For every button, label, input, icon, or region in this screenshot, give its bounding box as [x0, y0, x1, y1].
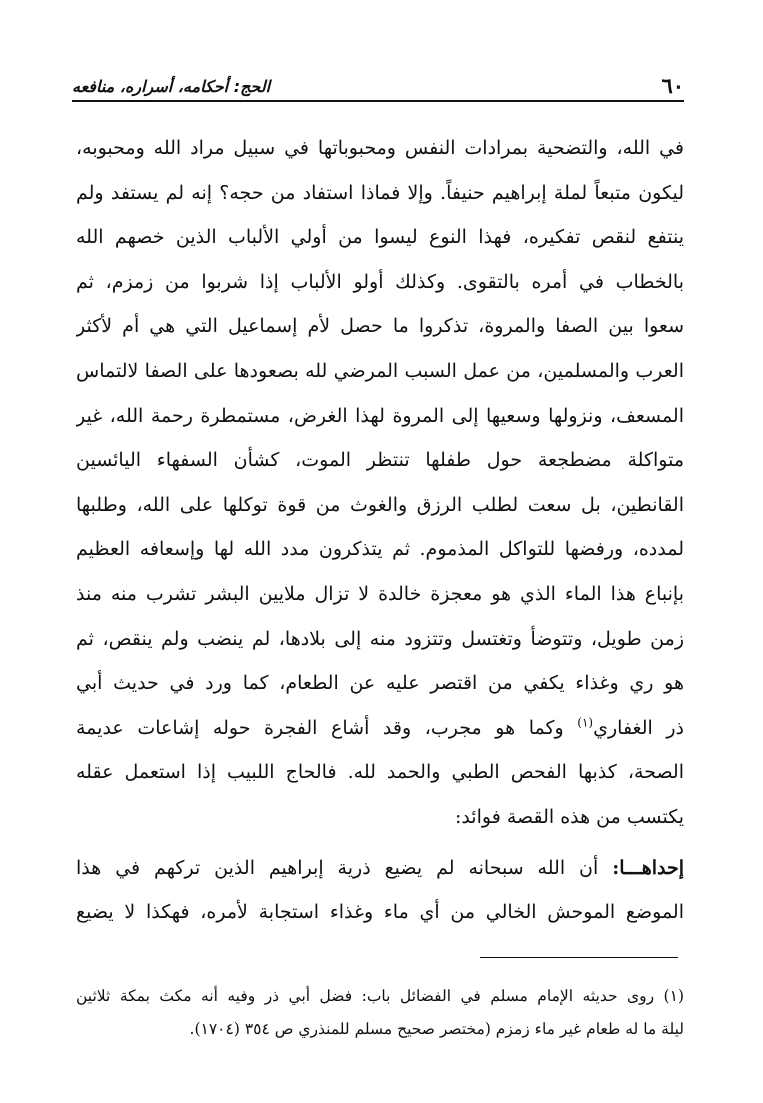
text-line: الموضع الموحش الخالي من أي ماء وغذاء استجابة لأمره، فهكذا لا يضيع: [76, 901, 684, 924]
text-line: لمدده، ورفضها للتواكل المذموم. ثم يتذكرون مدد الله لها وإسعافه العظيم: [76, 538, 684, 561]
text-line: الصحة، كذبها الفحص الطبي والحمد لله. فالحاج اللبيب إذا استعمل عقله: [76, 761, 684, 784]
text-line: متواكلة مضطجعة حول طفلها تنتظر الموت، كشأن السفهاء اليائسين: [76, 449, 684, 472]
main-text: [76, 126, 684, 935]
text-line: ليكون متبعاً لملة إبراهيم حنيفاً. وإلا فماذا استفاد من حجه؟ إنه لم يستفد ولم: [76, 181, 684, 204]
text-line: يكتسب من هذه القصة فوائد:: [454, 805, 684, 828]
text-fragment: وكما هو مجرب، وقد أشاع الفجرة حوله إشاعات عديمة: [76, 716, 578, 739]
text-line: المسعف، ونزولها وسعيها إلى المروة لهذا الغرض، مستمطرة رحمة الله، غير: [76, 404, 684, 427]
text-line: ينتفع لنقص تفكيره، فهذا النوع ليسوا من أولي الألباب الذين خصهم الله: [76, 226, 684, 249]
footnote-rule: [480, 957, 678, 958]
text-line: [76, 706, 684, 751]
page-number: ٦٠: [661, 73, 684, 98]
text-line: هو ري وغذاء يكفي من اقتصر عليه عن الطعام، كما ورد في حديث أبي: [76, 672, 684, 695]
footnote-line: (١) روى حديثه الإمام مسلم في الفضائل باب: فضل أبي ذر وفيه أنه مكث بمكة ثلاثين: [76, 987, 684, 1005]
text-line: سعوا بين الصفا والمروة، تذكروا ما حصل لأم إسماعيل التي هي أم لأكثر: [76, 315, 684, 338]
text-fragment: ذر الغفاري: [593, 716, 684, 739]
text-line: في الله، والتضحية بمرادات النفس ومحبوباتها في سبيل مراد الله ومحبوبه،: [76, 137, 684, 159]
footnotes: [76, 980, 684, 1046]
text-line: بإنباع هذا الماء الذي هو معجزة خالدة لا تزال ملايين البشر تشرب منه منذ: [76, 582, 684, 605]
text-line: العرب والمسلمين، من عمل السبب المرضي لله بصعودها على الصفا لالتماس: [76, 359, 684, 382]
page-header: [72, 68, 684, 98]
text-line: [76, 846, 684, 891]
header-rule: [72, 100, 684, 102]
running-title: الحج: أحكامه، أسراره، منافعه: [72, 77, 271, 96]
text-line: زمن طويل، وتتوضأ وتغتسل وتتزود منه إلى بلادها، لم ينضب ولم ينقص، ثم: [76, 627, 684, 650]
footnote-marker[interactable]: (١): [577, 715, 594, 730]
footnote-line: ليلة ما له طعام غير ماء زمزم (مختصر صحيح مسلم للمنذري ص ٣٥٤ (١٧٠٤).: [189, 1020, 684, 1038]
text-fragment: أن الله سبحانه لم يضيع ذرية إبراهيم الذين تركهم في هذا: [76, 856, 613, 879]
paragraph-lead: إحداهـــا:: [612, 856, 684, 879]
text-line: بالخطاب في أمره بالتقوى. وكذلك أولو الألباب إذا شربوا من زمزم، ثم: [76, 270, 684, 293]
text-line: القانطين، بل سعت لطلب الرزق والغوث من قوة توكلها على الله، وطلبها: [76, 493, 684, 516]
